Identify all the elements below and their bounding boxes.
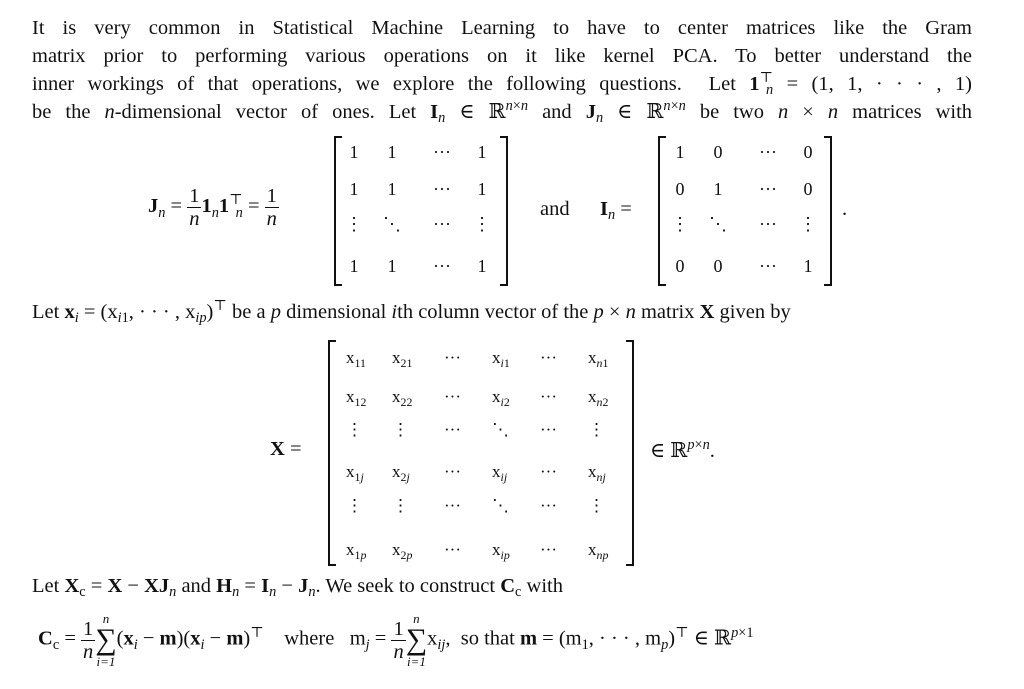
- text-line: matrix prior to performing various operations on it like kernel PCA. To better understand the: [32, 45, 972, 67]
- matrix-cell: ···: [759, 179, 777, 199]
- matrix-cell: ···: [433, 256, 451, 276]
- x-matrix-cell: $x_{21}$: [392, 348, 413, 370]
- x-matrix-cell: ⋱: [492, 420, 509, 439]
- matrix-cell: ···: [759, 142, 777, 162]
- x-matrix-cell: ⋮: [392, 496, 409, 515]
- x-matrix-cell: $x_{nj}$: [588, 462, 606, 484]
- jn-right-bracket: [500, 136, 508, 286]
- x-matrix-cell: $x_{n1}$: [588, 348, 609, 370]
- jn-definition: $J_n$ = $\frac{1}{n}$ $1_n1^⊤_n$ = $\frac{1}{n}$: [148, 185, 277, 230]
- x-matrix-cell: $x_{np}$: [588, 540, 609, 562]
- matrix-cell: ···: [433, 179, 451, 199]
- x-matrix-cell: ···: [540, 540, 557, 559]
- x-matrix-cell: ⋮: [588, 420, 605, 439]
- matrix-cell: 0: [675, 179, 685, 199]
- x-matrix-cell: ···: [444, 462, 461, 481]
- matrix-cell: ⋮: [473, 214, 491, 234]
- paragraph-1-line-1: [32, 14, 972, 42]
- matrix-cell: ⋱: [709, 214, 727, 234]
- x-matrix-cell: $x_{n2}$: [588, 387, 609, 409]
- x-matrix-cell: $x_{i1}$: [492, 348, 510, 370]
- x-label: X =: [270, 438, 302, 460]
- in-space-text: ∈ ℝ: [650, 440, 688, 462]
- matrix-cell: ···: [433, 214, 451, 234]
- x-matrix-cell: ···: [540, 496, 557, 515]
- jn-left-bracket: [334, 136, 342, 286]
- text-line: inner workings of that operations, we explore the following questions.: [32, 73, 682, 95]
- x-matrix-cell: ···: [540, 420, 557, 439]
- x-matrix-cell: $x_{ij}$: [492, 462, 508, 484]
- matrix-cell: 1: [803, 256, 813, 276]
- text-word: and: [181, 575, 212, 597]
- matrix-cell: ···: [433, 142, 451, 162]
- text-word: and: [542, 101, 572, 123]
- text-word: Let: [708, 73, 736, 95]
- x-matrix-cell: ⋮: [346, 420, 363, 439]
- matrix-cell: ···: [759, 214, 777, 234]
- text-word: matrices with: [852, 101, 973, 123]
- x-right-bracket: [626, 340, 634, 566]
- x-matrix-cell: $x_{i2}$: [492, 387, 510, 409]
- paragraph-1-line-3: inner workings of that operations, we explore the following questions. Let $1^⊤_n = (1$, 1, · · · , 1): [32, 70, 973, 99]
- matrix-cell: 0: [713, 256, 723, 276]
- text-word: . We seek to construct: [315, 575, 496, 597]
- x-matrix-cell: ···: [540, 462, 557, 481]
- cc-equation: $C_c$ = $\frac{1}{n}$ n ∑ i=1 $(x_i - m)(x_i - m)^⊤$ where $m_j$ = $\frac{1}{n}$ n ∑ i=1 $x_{ij}$, so that $m = (m_1$, · · · , $m_p)^⊤$ ∈ ℝ$^{p\times 1}$: [38, 611, 754, 669]
- where-text: where: [284, 627, 335, 650]
- in-right-bracket: [824, 136, 832, 286]
- text-word: dimensional: [286, 301, 387, 323]
- x-matrix-cell: $x_{22}$: [392, 387, 413, 409]
- x-matrix-cell: $x_{2j}$: [392, 462, 410, 484]
- matrix-cell: ···: [759, 256, 777, 276]
- x-matrix-cell: ···: [444, 387, 461, 406]
- x-matrix-cell: ···: [540, 387, 557, 406]
- text-word: be a: [232, 301, 266, 323]
- matrix-cell: ⋮: [799, 214, 817, 234]
- matrix-cell: 1: [387, 179, 397, 199]
- paragraph-1-line-4: be the n-dimensional vector of ones. Let $I_n$ ∈ ℝ$^{n\times n}$ and $J_n$ ∈ ℝ$^{n\times n}$ be two n × n matrices with: [32, 98, 973, 127]
- x-matrix-cell: $x_{2p}$: [392, 540, 413, 562]
- x-matrix-cell: ···: [444, 496, 461, 515]
- x-matrix-cell: $x_{ip}$: [492, 540, 510, 562]
- text-word: Let: [32, 301, 60, 323]
- text-line: It is very common in Statistical Machine Learning to have to center matrices like the Gram: [32, 17, 972, 39]
- period: .: [842, 198, 848, 220]
- text-word: given by: [719, 301, 791, 323]
- x-matrix-cell: ···: [444, 348, 461, 367]
- matrix-cell: 0: [803, 142, 813, 162]
- matrix-cell: 1: [349, 179, 359, 199]
- matrix-cell: 1: [349, 142, 359, 162]
- x-matrix-cell: $x_{1j}$: [346, 462, 364, 484]
- x-matrix-cell: ⋮: [392, 420, 409, 439]
- paragraph-3: Let $X_c = X - XJ_n$ and $H_n = I_n - J_n$. We seek to construct $C_c$ with: [32, 575, 563, 601]
- text-word: be two: [699, 101, 764, 123]
- text-word: th column vector of the: [397, 301, 589, 323]
- paragraph-1-line-2: [32, 42, 972, 70]
- matrix-cell: ⋱: [383, 214, 401, 234]
- matrix-cell: 1: [713, 179, 723, 199]
- matrix-cell: ⋮: [345, 214, 363, 234]
- matrix-cell: ⋮: [671, 214, 689, 234]
- text-word: with: [526, 575, 563, 597]
- x-matrix-cell: $x_{12}$: [346, 387, 367, 409]
- x-matrix-cell: $x_{11}$: [346, 348, 366, 370]
- so-that-text: so that: [460, 627, 515, 650]
- x-matrix-cell: ···: [444, 540, 461, 559]
- paragraph-2: Let $x_i = (x_{i1}$, · · · , $x_{ip})^⊤$ be a p dimensional ith column vector of the p × n matrix X given by: [32, 298, 791, 327]
- x-left-bracket: [328, 340, 336, 566]
- in-left-bracket: [658, 136, 666, 286]
- matrix-cell: 0: [803, 179, 813, 199]
- x-matrix-cell: $x_{1p}$: [346, 540, 367, 562]
- x-space: ∈ ℝ$^{p\times n}$.: [650, 437, 715, 462]
- x-matrix-cell: ···: [540, 348, 557, 367]
- matrix-cell: 0: [675, 256, 685, 276]
- text-word: matrix: [640, 301, 695, 323]
- text-word: be the: [32, 101, 91, 123]
- matrix-cell: 0: [713, 142, 723, 162]
- text-word: Let: [32, 575, 60, 597]
- x-matrix-cell: ⋱: [492, 496, 509, 515]
- x-matrix-cell: ···: [444, 420, 461, 439]
- matrix-cell: 1: [477, 256, 487, 276]
- matrix-cell: 1: [477, 142, 487, 162]
- x-matrix-cell: ⋮: [346, 496, 363, 515]
- in-label: $I_n$ =: [600, 198, 632, 224]
- matrix-cell: 1: [387, 142, 397, 162]
- matrix-cell: 1: [675, 142, 685, 162]
- and-word: [540, 198, 570, 221]
- matrix-cell: 1: [349, 256, 359, 276]
- x-matrix-cell: ⋮: [588, 496, 605, 515]
- matrix-cell: 1: [387, 256, 397, 276]
- text-word: -dimensional vector of ones. Let: [114, 101, 417, 123]
- and-text: and: [540, 198, 570, 220]
- matrix-cell: 1: [477, 179, 487, 199]
